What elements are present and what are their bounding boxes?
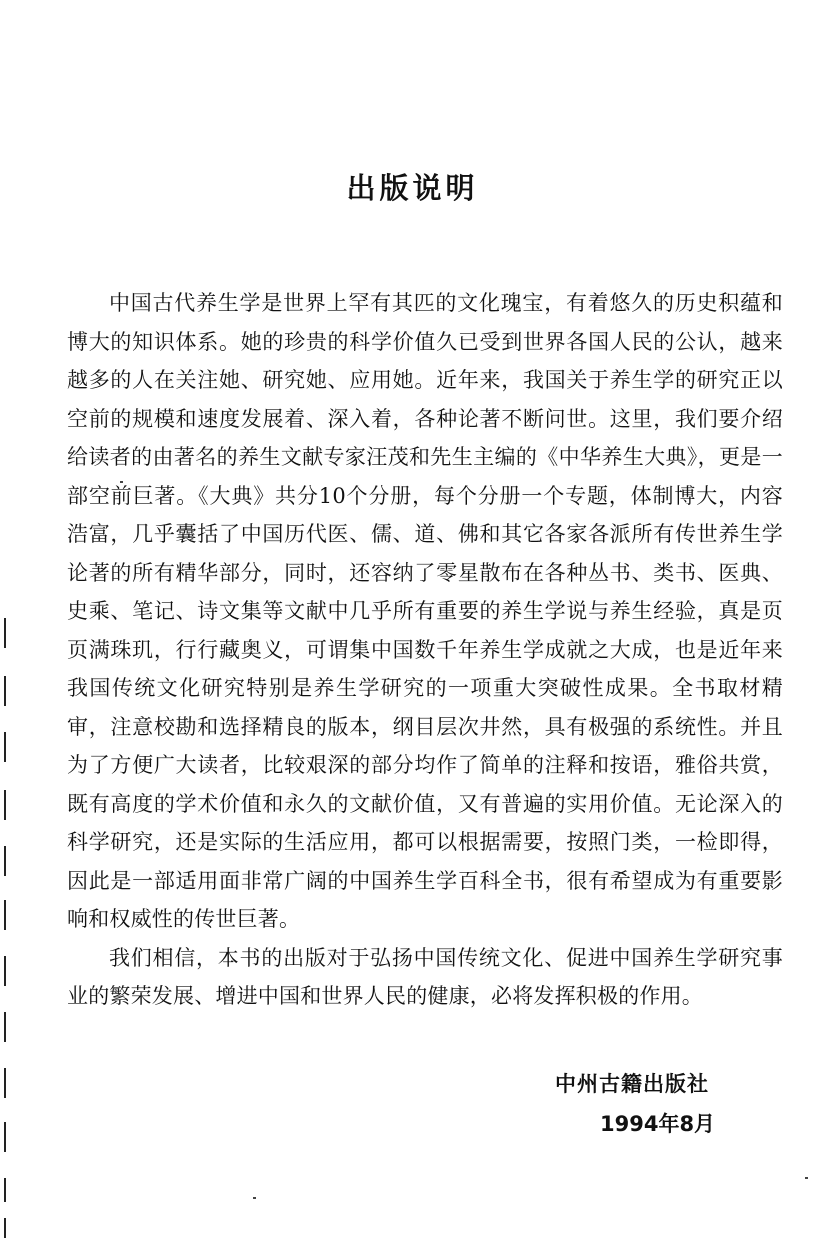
scan-margin-mark [4,1218,6,1238]
scan-speck [805,1177,808,1179]
scan-margin-mark [4,732,6,762]
paragraph-2: 我们相信，本书的出版对于弘扬中国传统文化、促进中国养生学研究事业的繁荣发展、增进中国和世界人民的健康，必将发挥积极的作用。 [67,945,783,1008]
scan-margin-mark [4,1122,6,1152]
body-text [67,284,783,1016]
scan-margin-mark [4,1178,6,1202]
page-title: 出版说明 [346,171,479,205]
scan-margin-mark [4,1068,6,1098]
scan-margin-mark [4,790,6,820]
scan-speck [120,481,123,483]
scan-margin-mark [4,1012,6,1042]
scan-margin-mark [4,846,6,876]
scan-margin-mark [4,676,6,706]
scan-margin-mark [4,618,6,648]
publisher-name: 中州古籍出版社 [555,1072,709,1096]
publication-date: 1994年8月 [600,1112,716,1136]
paragraph-1: 中国古代养生学是世界上罕有其匹的文化瑰宝，有着悠久的历史积蕴和博大的知识体系。她的珍贵的科学价值久已受到世界各国人民的公认，越来越多的人在关注她、研究她、应用她。近年来，我国关于养生学的研究正以空前的规模和速度发展着、深入着，各种论著不断问世。这里，我们要介绍给读者的由著名的养生文献专家汪茂和先生主编的《中华养生大典》，更是一部空前巨著。《大典》共分10个分册，每个分册一个专题，体制博大，内容浩富，几乎囊括了中国历代医、儒、道、佛和其它各家各派所有传世养生学论著的所有精华部分，同时，还容纳了零星散布在各种丛书、类书、医典、史乘、笔记、诗文集等文献中几乎所有重要的养生学说与养生经验，真是页页满珠玑，行行藏奥义，可谓集中国数千年养生学成就之大成，也是近年来我国传统文化研究特别是养生学研究的一项重大突破性成果。全书取材精审，注意校勘和选择精良的版本，纲目层次井然，具有极强的系统性。并且为了方便广大读者，比较艰深的部分均作了简单的注释和按语，雅俗共赏，既有高度的学术价值和永久的文献价值，又有普遍的实用价值。无论深入的科学研究，还是实际的生活应用，都可以根据需要，按照门类，一检即得，因此是一部适用面非常广阔的中国养生学百科全书，很有希望成为有重要影响和权威性的传世巨著。 [67,291,783,931]
scan-margin-mark [4,900,6,930]
scan-margin-mark [4,956,6,986]
scan-speck [253,1197,256,1199]
